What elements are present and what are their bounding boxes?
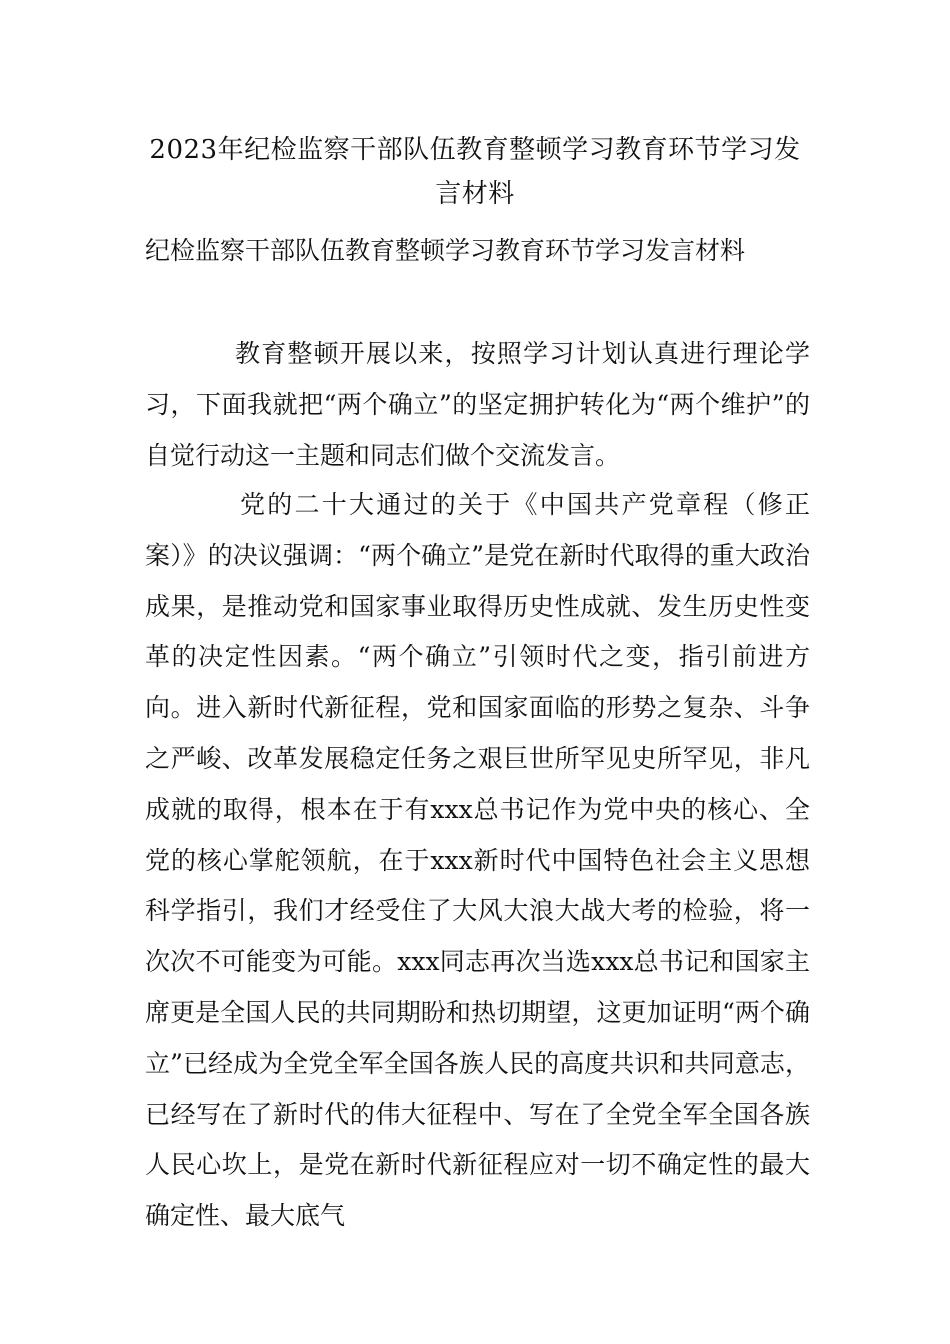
paragraph-intro: 教育整顿开展以来，按照学习计划认真进行理论学习，下面我就把“两个确立”的坚定拥护转化为“两个维护”的自觉行动这一主题和同志们做个交流发言。 <box>145 339 810 470</box>
document-title: 2023年纪检监察干部队伍教育整顿学习教育环节学习发言材料 <box>149 135 801 209</box>
paragraph-main: 党的二十大通过的关于《中国共产党章程（修正案）》的决议强调：“两个确立”是党在新时代取得的重大政治成果，是推动党和国家事业取得历史性成就、发生历史性变革的决定性因素。“两个确立”引领时代之变，指引前进方向。进入新时代新征程，党和国家面临的形势之复杂、斗争之严峻、改革发展稳定任务之艰巨世所罕见史所罕见，非凡成就的取得，根本在于有xxx总书记作为党中央的核心、全党的核心掌舵领航，在于xxx新时代中国特色社会主义思想科学指引，我们才经受住了大风大浪大战大考的检验，将一次次不可能变为可能。xxx同志再次当选xxx总书记和国家主席更是全国人民的共同期盼和热切期望，这更加证明“两个确立”已经成为全党全军全国各族人民的高度共识和共同意志，已经写在了新时代的伟大征程中、写在了全党全军全国各族人民心坎上，是党在新时代新征程应对一切不确定性的最大确定性、最大底气 <box>145 490 810 1231</box>
document-subtitle: 纪检监察干部队伍教育整顿学习教育环节学习发言材料 <box>145 236 746 265</box>
